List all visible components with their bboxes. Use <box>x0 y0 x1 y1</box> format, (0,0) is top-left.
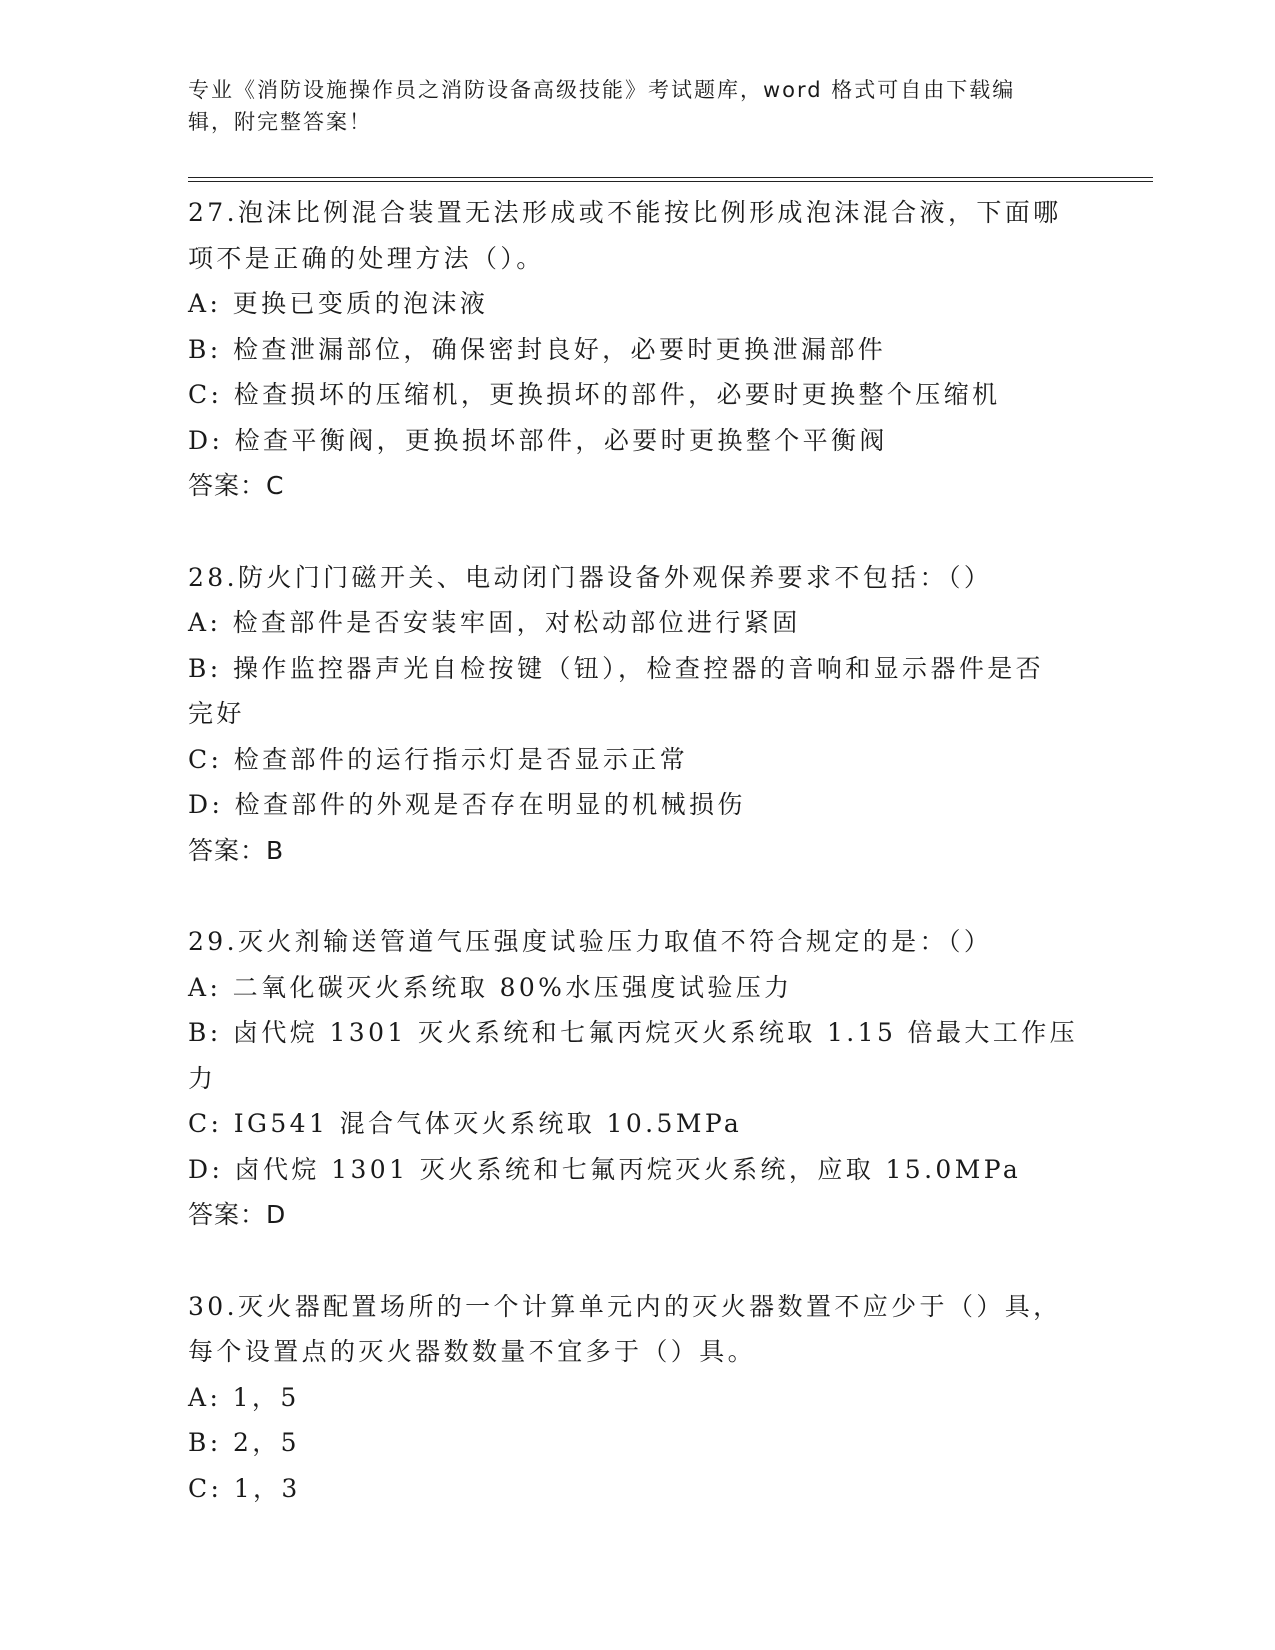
question-27 <box>188 190 1088 509</box>
option-a: A: 更换已变质的泡沫液 <box>188 289 489 318</box>
option-b: B: 检查泄漏部位，确保密封良好，必要时更换泄漏部件 <box>188 334 887 364</box>
question-stem: 30.灭火器配置场所的一个计算单元内的灭火器数置不应少于（）具， <box>188 1291 1062 1321</box>
header-divider-bottom <box>188 181 1153 182</box>
question-spacer <box>188 1238 1088 1284</box>
header-line-2: 辑，附完整答案！ <box>188 110 372 134</box>
question-spacer <box>188 873 1088 919</box>
header-divider-top <box>188 177 1153 178</box>
question-28 <box>188 555 1088 874</box>
question-spacer <box>188 509 1088 555</box>
answer-key: 答案：C <box>188 471 285 500</box>
option-d: D: 卤代烷 1301 灭火系统和七氟丙烷灭火系统，应取 15.0MPa <box>188 1154 1022 1184</box>
question-stem: 27.泡沫比例混合装置无法形成或不能按比例形成泡沫混合液，下面哪 <box>188 198 1062 227</box>
question-stem: 28.防火门门磁开关、电动闭门器设备外观保养要求不包括：（） <box>188 562 993 592</box>
option-b: B: 操作监控器声光自检按键（钮），检查控器的音响和显示器件是否 <box>188 653 1045 683</box>
question-stem-continued: 每个设置点的灭火器数数量不宜多于（）具。 <box>188 1337 757 1366</box>
header-line-1: 专业《消防设施操作员之消防设备高级技能》考试题库，word 格式可自由下载编 <box>188 78 1016 102</box>
question-list <box>188 190 1088 1511</box>
option-b: B: 卤代烷 1301 灭火系统和七氟丙烷灭火系统取 1.15 倍最大工作压力 <box>188 1018 1079 1093</box>
question-stem-continued: 项不是正确的处理方法（）。 <box>188 243 545 273</box>
answer-key: 答案：D <box>188 1200 287 1229</box>
option-a: A: 1，5 <box>188 1382 300 1412</box>
option-c: C: 检查损坏的压缩机，更换损坏的部件，必要时更换整个压缩机 <box>188 380 1001 409</box>
option-d: D: 检查平衡阀，更换损坏部件，必要时更换整个平衡阀 <box>188 425 888 455</box>
option-c: C: IG541 混合气体灭火系统取 10.5MPa <box>188 1109 743 1138</box>
option-a: A: 二氧化碳灭火系统取 80%水压强度试验压力 <box>188 972 793 1002</box>
question-30 <box>188 1284 1088 1512</box>
option-a: A: 检查部件是否安装牢固，对松动部位进行紧固 <box>188 608 801 637</box>
option-c: C: 检查部件的运行指示灯是否显示正常 <box>188 744 689 774</box>
option-d: D: 检查部件的外观是否存在明显的机械损伤 <box>188 790 746 819</box>
question-29 <box>188 919 1088 1238</box>
question-stem: 29.灭火剂输送管道气压强度试验压力取值不符合规定的是：（） <box>188 927 993 956</box>
document-header <box>188 74 1068 138</box>
option-b: B: 2，5 <box>188 1428 300 1457</box>
option-b-continued: 完好 <box>188 699 245 728</box>
option-c: C: 1，3 <box>188 1473 301 1503</box>
answer-key: 答案：B <box>188 835 285 865</box>
